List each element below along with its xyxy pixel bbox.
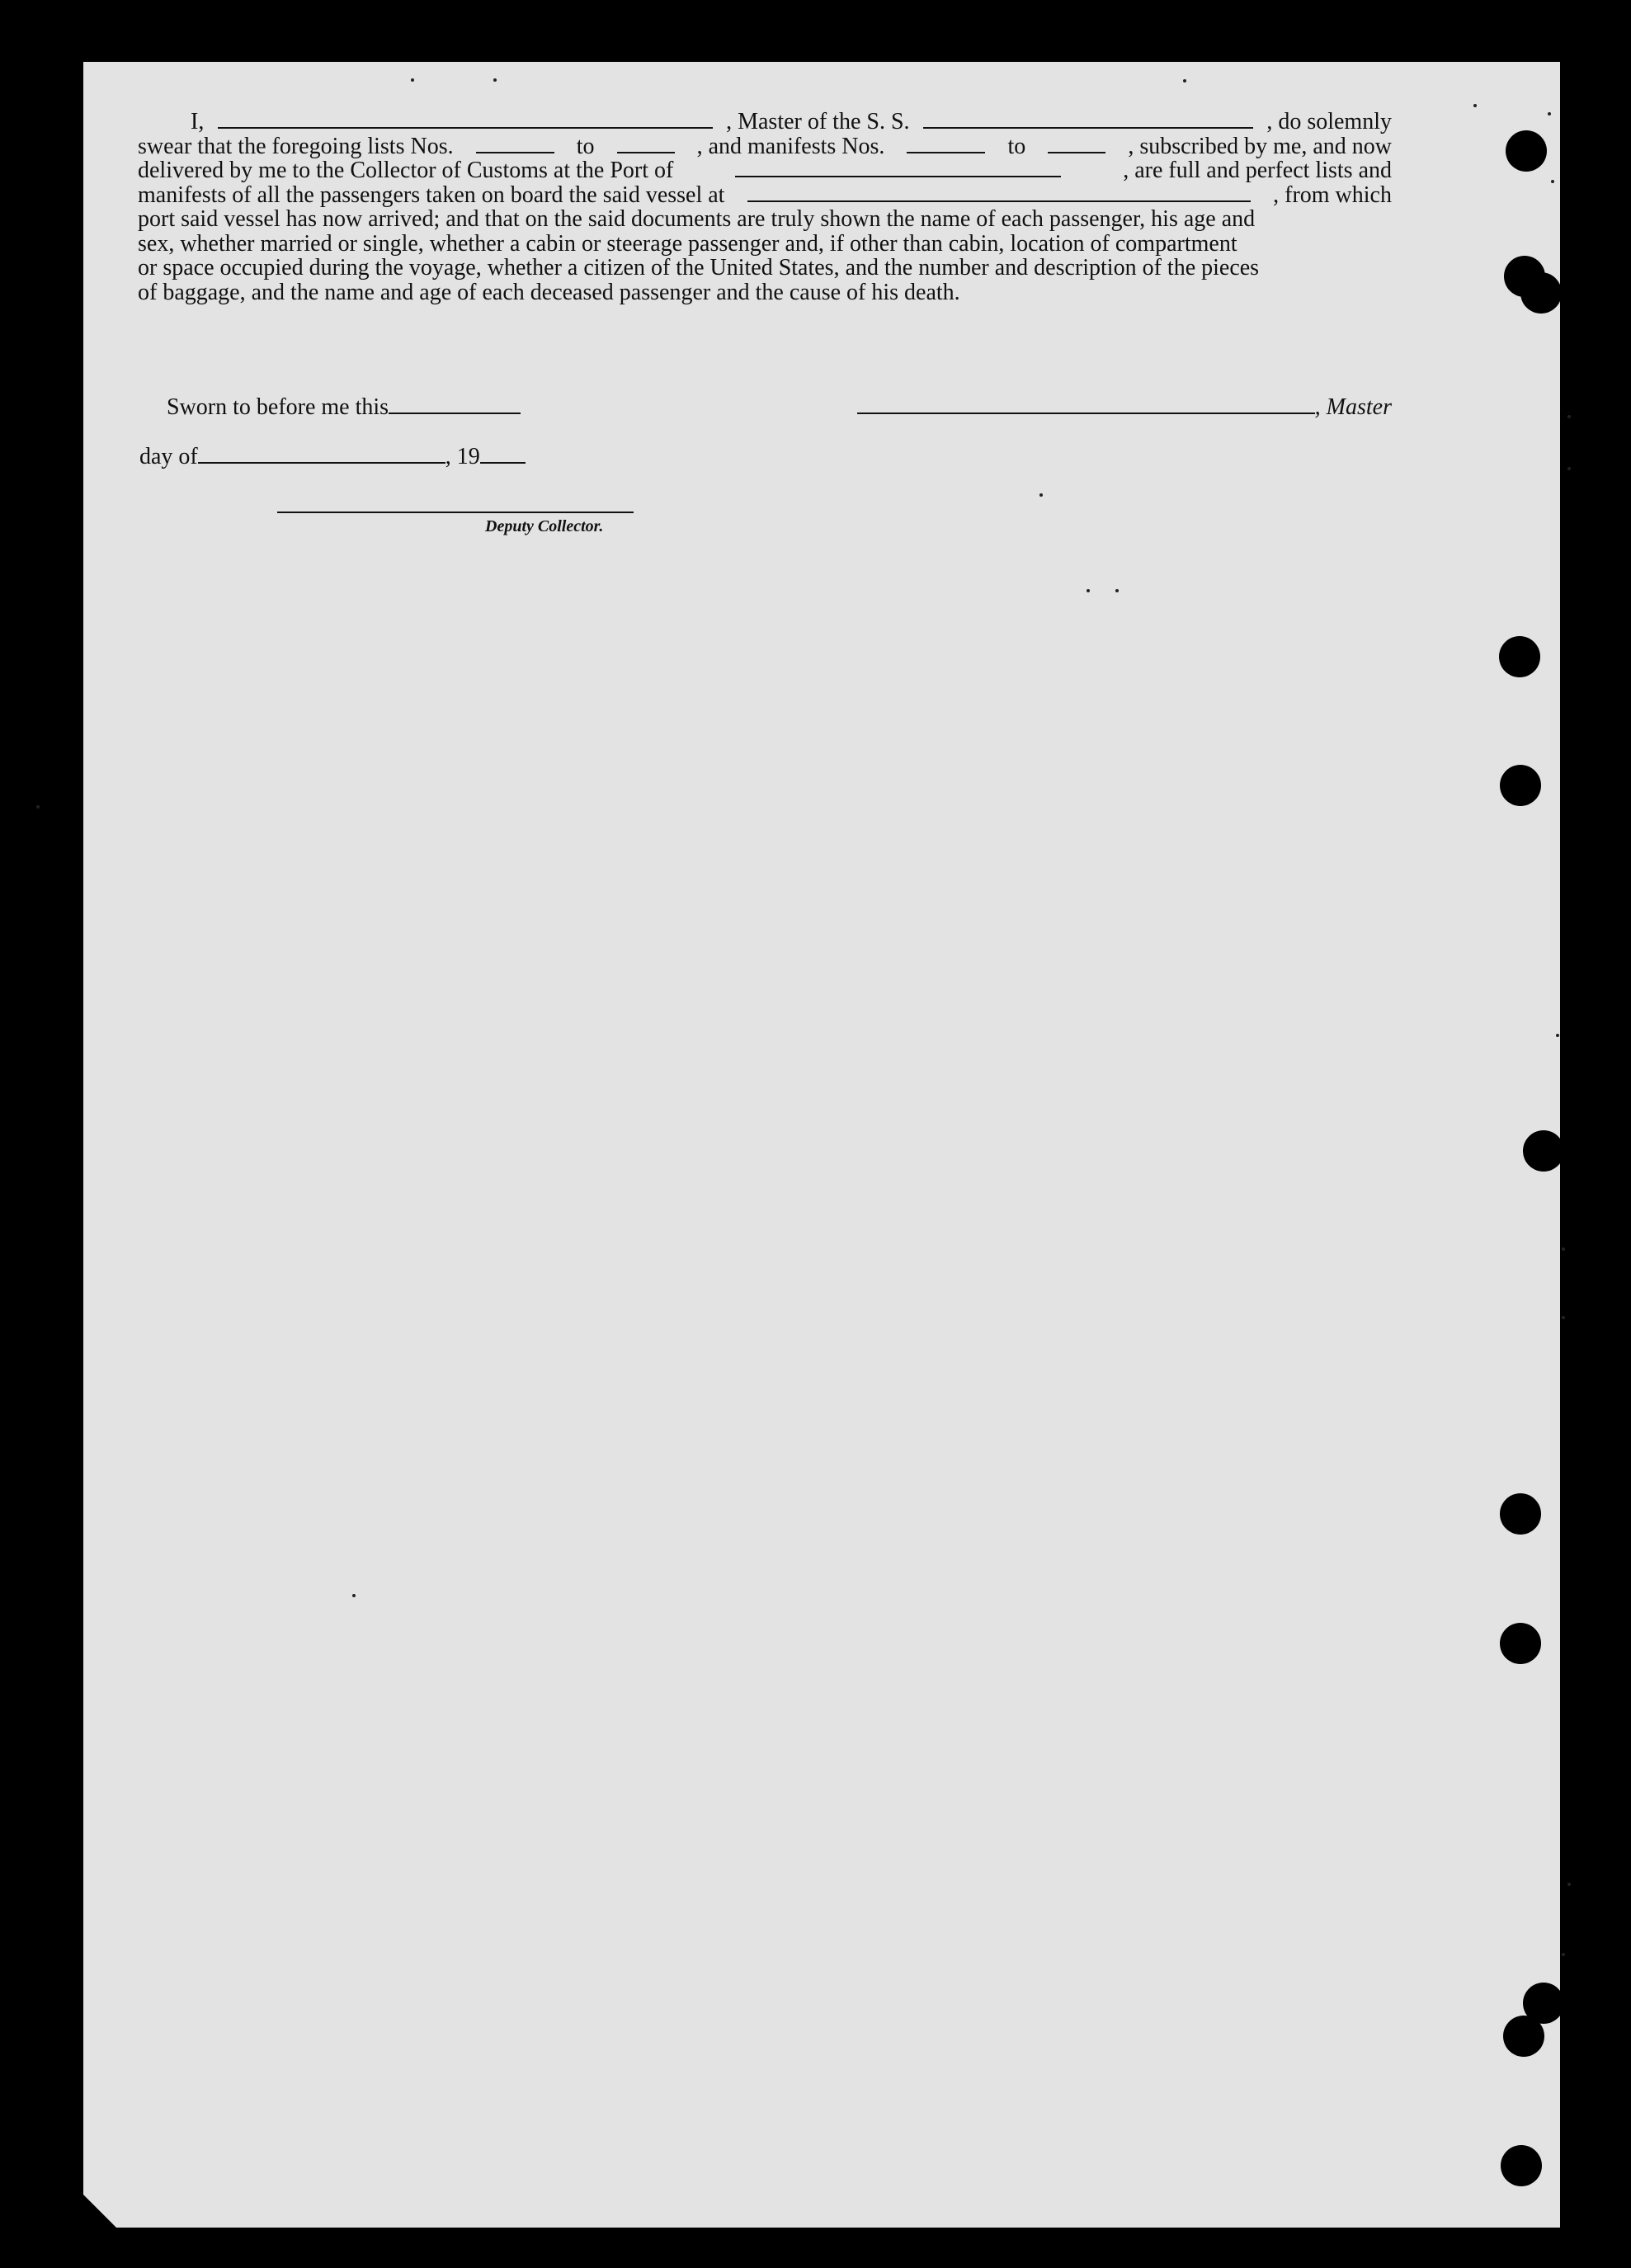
oath-line-5 — [138, 207, 1392, 232]
speck — [1473, 104, 1477, 107]
punch-hole — [1500, 1623, 1541, 1664]
lists-from-field[interactable] — [476, 151, 554, 153]
oath-i: I, — [191, 109, 205, 134]
speck — [1183, 79, 1186, 83]
day-of-label: day of — [139, 444, 198, 469]
oath-line-8 — [138, 281, 1392, 305]
oath-text-7: or space occupied during the voyage, whether a citizen of the United States, and the number and description of the pieces — [138, 255, 1260, 281]
oath-line-2 — [138, 134, 1392, 159]
punch-hole — [1523, 1130, 1564, 1172]
manifests-from-field[interactable] — [907, 151, 985, 153]
speck — [1551, 180, 1554, 183]
punch-hole — [1500, 1493, 1541, 1535]
speck — [1087, 589, 1090, 592]
oath-full: , are full and perfect lists and — [1123, 158, 1392, 183]
oath-swear: swear that the foregoing lists Nos. — [138, 133, 454, 159]
master-signature-field[interactable] — [857, 412, 1315, 414]
oath-line-3 — [138, 158, 1392, 183]
punch-hole — [1520, 272, 1562, 314]
month-field[interactable] — [198, 461, 445, 464]
sworn-right — [857, 394, 1392, 421]
punch-hole — [1500, 765, 1541, 806]
oath-manifests-all: manifests of all the passengers taken on board the said vessel at — [138, 182, 725, 208]
speck — [352, 1594, 356, 1597]
port-field[interactable] — [735, 175, 1061, 177]
speck — [1567, 415, 1571, 418]
speck — [411, 78, 414, 82]
oath-line-1 — [138, 110, 1392, 134]
punch-hole — [1506, 130, 1547, 172]
deputy-collector-signature-line[interactable] — [277, 512, 634, 513]
oath-manifests: , and manifests Nos. — [696, 133, 885, 159]
speck — [1562, 1316, 1565, 1319]
punch-hole — [1503, 2016, 1544, 2057]
year-label: , 19 — [445, 444, 480, 469]
ship-name-field[interactable] — [923, 126, 1253, 129]
oath-line-4 — [138, 183, 1392, 208]
punch-hole — [1499, 636, 1540, 677]
oath-line-6 — [138, 232, 1392, 257]
sworn-left — [138, 394, 521, 421]
sworn-day-field[interactable] — [389, 412, 521, 414]
punch-hole — [1501, 2145, 1542, 2186]
oath-subscribed: , subscribed by me, and now — [1128, 133, 1392, 159]
speck — [1562, 1247, 1565, 1251]
oath-master-of: , Master of the S. S. — [726, 109, 910, 134]
oath-text-6: sex, whether married or single, whether a cabin or steerage passenger and, if other than cabin, location of compartment — [138, 230, 1237, 257]
speck — [36, 805, 40, 809]
sworn-statement — [138, 394, 1392, 421]
speck — [1039, 493, 1043, 497]
lists-to-field[interactable] — [617, 151, 675, 153]
speck — [1562, 1953, 1565, 1956]
manifests-to-field[interactable] — [1048, 151, 1105, 153]
oath-to-1: to — [576, 133, 595, 159]
oath-to-2: to — [1007, 133, 1026, 159]
speck — [1115, 589, 1119, 592]
boarding-port-field[interactable] — [747, 200, 1251, 202]
sworn-master-label: , Master — [1314, 394, 1392, 420]
deputy-collector-label: Deputy Collector. — [485, 517, 604, 535]
oath-from-which: , from which — [1273, 182, 1392, 208]
oath-delivered: delivered by me to the Collector of Customs at the Port of — [138, 158, 674, 183]
speck — [1567, 467, 1571, 470]
document-page — [83, 62, 1560, 2228]
speck — [1567, 1883, 1571, 1886]
speck — [1556, 1034, 1559, 1037]
sworn-prefix: Sworn to before me this — [167, 394, 389, 420]
speck — [1548, 112, 1551, 116]
year-field[interactable] — [480, 461, 526, 464]
master-name-field[interactable] — [218, 126, 713, 129]
oath-paragraph — [138, 110, 1392, 304]
speck — [493, 78, 497, 82]
sworn-row — [138, 394, 1392, 421]
oath-text-5: port said vessel has now arrived; and that on the said documents are truly shown the name of each passenger, his age and — [138, 206, 1256, 232]
day-of-row — [139, 444, 526, 470]
oath-solemnly: , do solemnly — [1266, 109, 1392, 134]
oath-text-8: of baggage, and the name and age of each deceased passenger and the cause of his death. — [138, 279, 960, 305]
oath-line-7 — [138, 256, 1392, 281]
